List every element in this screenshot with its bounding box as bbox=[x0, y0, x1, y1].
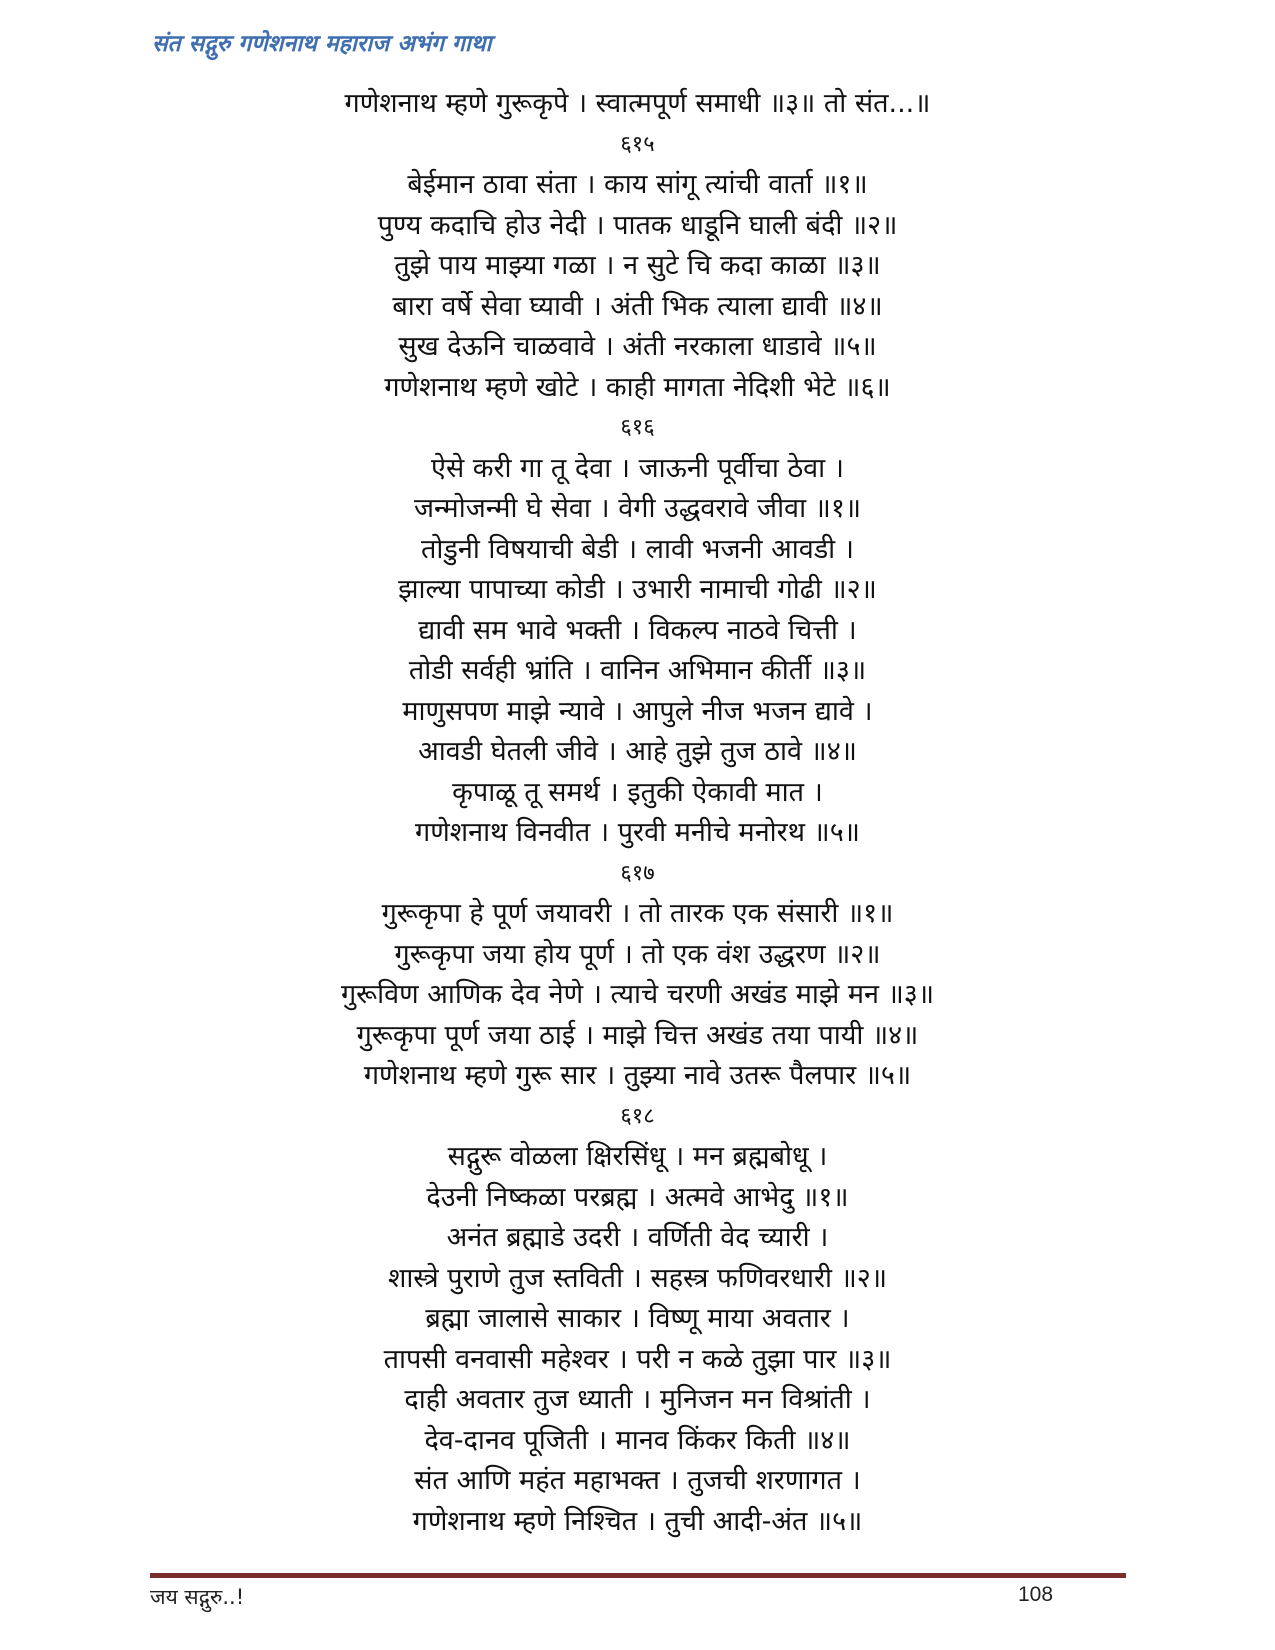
verse-line: अनंत ब्रह्माडे उदरी । वर्णिती वेद च्यारी । bbox=[446, 1222, 829, 1253]
verse-line: माणुसपण माझे न्यावे । आपुले नीज भजन द्यावे । bbox=[402, 695, 873, 727]
abhang-number: ६१६ bbox=[620, 415, 655, 440]
page-number: 108 bbox=[1018, 1583, 1054, 1606]
verse-line: सुख देऊनि चाळवावे । अंती नरकाला धाडावे ॥५॥ bbox=[398, 331, 877, 362]
footer-tagline: जय सद्गुरु..! bbox=[150, 1585, 245, 1609]
verse-line: दाही अवतार तुज ध्याती । मुनिजन मन विश्रांती । bbox=[404, 1384, 871, 1415]
verse-line: द्यावी सम भावे भक्ती । विकल्प नाठवे चित्ती । bbox=[418, 614, 857, 646]
verse-line: गणेशनाथ विनवीत । पुरवी मनीचे मनोरथ ॥५॥ bbox=[415, 817, 860, 848]
abhang-text-body bbox=[0, 84, 1275, 1542]
verse-line: झाल्या पापाच्या कोडी । उभारी नामाची गोढी ॥२॥ bbox=[398, 574, 877, 605]
verse-line: पुण्य कदाचि होउ नेदी । पातक धाडूनि घाली बंदी ॥२॥ bbox=[377, 209, 898, 241]
verse-line: सद्गुरू वोळला क्षिरसिंधू । मन ब्रह्मबोधू । bbox=[447, 1141, 828, 1172]
verse-line: शास्त्रे पुराणे तुज स्तविती । सहस्त्र फणिवरधारी ॥२॥ bbox=[387, 1262, 888, 1294]
verse-line: गुरूकृपा हे पूर्ण जयावरी । तो तारक एक संसारी ॥१॥ bbox=[381, 898, 894, 929]
verse-line: ऐसे करी गा तू देवा । जाऊनी पूर्वीचा ठेवा । bbox=[431, 452, 844, 484]
verse-line: देउनी निष्कळा परब्रह्म । अत्मवे आभेदु ॥१॥ bbox=[426, 1181, 849, 1213]
abhang-number: ६१८ bbox=[620, 1103, 655, 1129]
verse-line: तापसी वनवासी महेश्वर । परी न कळे तुझा पार ॥३॥ bbox=[383, 1343, 892, 1375]
verse-line: कृपाळू तू समर्थ । इतुकी ऐकावी मात । bbox=[452, 776, 823, 808]
verse-line: बेईमान ठावा संता । काय सांगू त्यांची वार्ता ॥१॥ bbox=[407, 169, 868, 200]
footer-divider bbox=[150, 1573, 1126, 1578]
verse-line: गुरूविण आणिक देव नेणे । त्याचे चरणी अखंड माझे मन ॥३॥ bbox=[340, 979, 935, 1010]
abhang-number: ६१५ bbox=[620, 131, 655, 157]
verse-line: जन्मोजन्मी घे सेवा । वेगी उद्धवरावे जीवा ॥१॥ bbox=[413, 493, 862, 524]
verse-line: तोडुनी विषयाची बेडी । लावी भजनी आवडी । bbox=[421, 533, 854, 565]
verse-line: गणेशनाथ म्हणे गुरू सार । तुझ्या नावे उतरू पैलपार ॥५॥ bbox=[363, 1060, 912, 1091]
verse-line: आवडी घेतली जीवे । आहे तुझे तुज ठावे ॥४॥ bbox=[418, 736, 857, 767]
verse-line: तुझे पाय माझ्या गळा । न सुटे चि कदा काळा ॥३॥ bbox=[394, 250, 881, 281]
verse-line: तोडी सर्वही भ्रांति । वानिन अभिमान कीर्ती ॥३॥ bbox=[408, 655, 867, 686]
verse-line: संत आणि महंत महाभक्त । तुजची शरणागत । bbox=[414, 1465, 861, 1496]
verse-line: बारा वर्षे सेवा घ्यावी । अंती भिक त्याला द्यावी ॥४॥ bbox=[392, 290, 883, 322]
verse-line: गणेशनाथ म्हणे खोटे । काही मागता नेदिशी भेटे ॥६॥ bbox=[384, 371, 891, 403]
verse-line: गुरूकृपा पूर्ण जया ठाई । माझे चित्त अखंड तया पायी ॥४॥ bbox=[356, 1019, 919, 1051]
verse-line: देव-दानव पूजिती । मानव किंकर किती ॥४॥ bbox=[424, 1424, 851, 1456]
verse-line: गणेशनाथ म्हणे निश्चित । तुची आदी-अंत ॥५॥ bbox=[412, 1505, 863, 1537]
page-header-title: संत सद्गुरु गणेशनाथ महाराज अभंग गाथा bbox=[152, 31, 492, 57]
verse-line: गुरूकृपा जया होय पूर्ण । तो एक वंश उद्धरण ॥२॥ bbox=[394, 938, 881, 970]
verse-line: ब्रह्मा जालासे साकार । विष्णू माया अवतार । bbox=[425, 1303, 850, 1334]
abhang-number: ६१७ bbox=[620, 860, 655, 886]
verse-line: गणेशनाथ म्हणे गुरूकृपे । स्वात्मपूर्ण समाधी ॥३॥ तो संत...॥ bbox=[344, 88, 931, 119]
